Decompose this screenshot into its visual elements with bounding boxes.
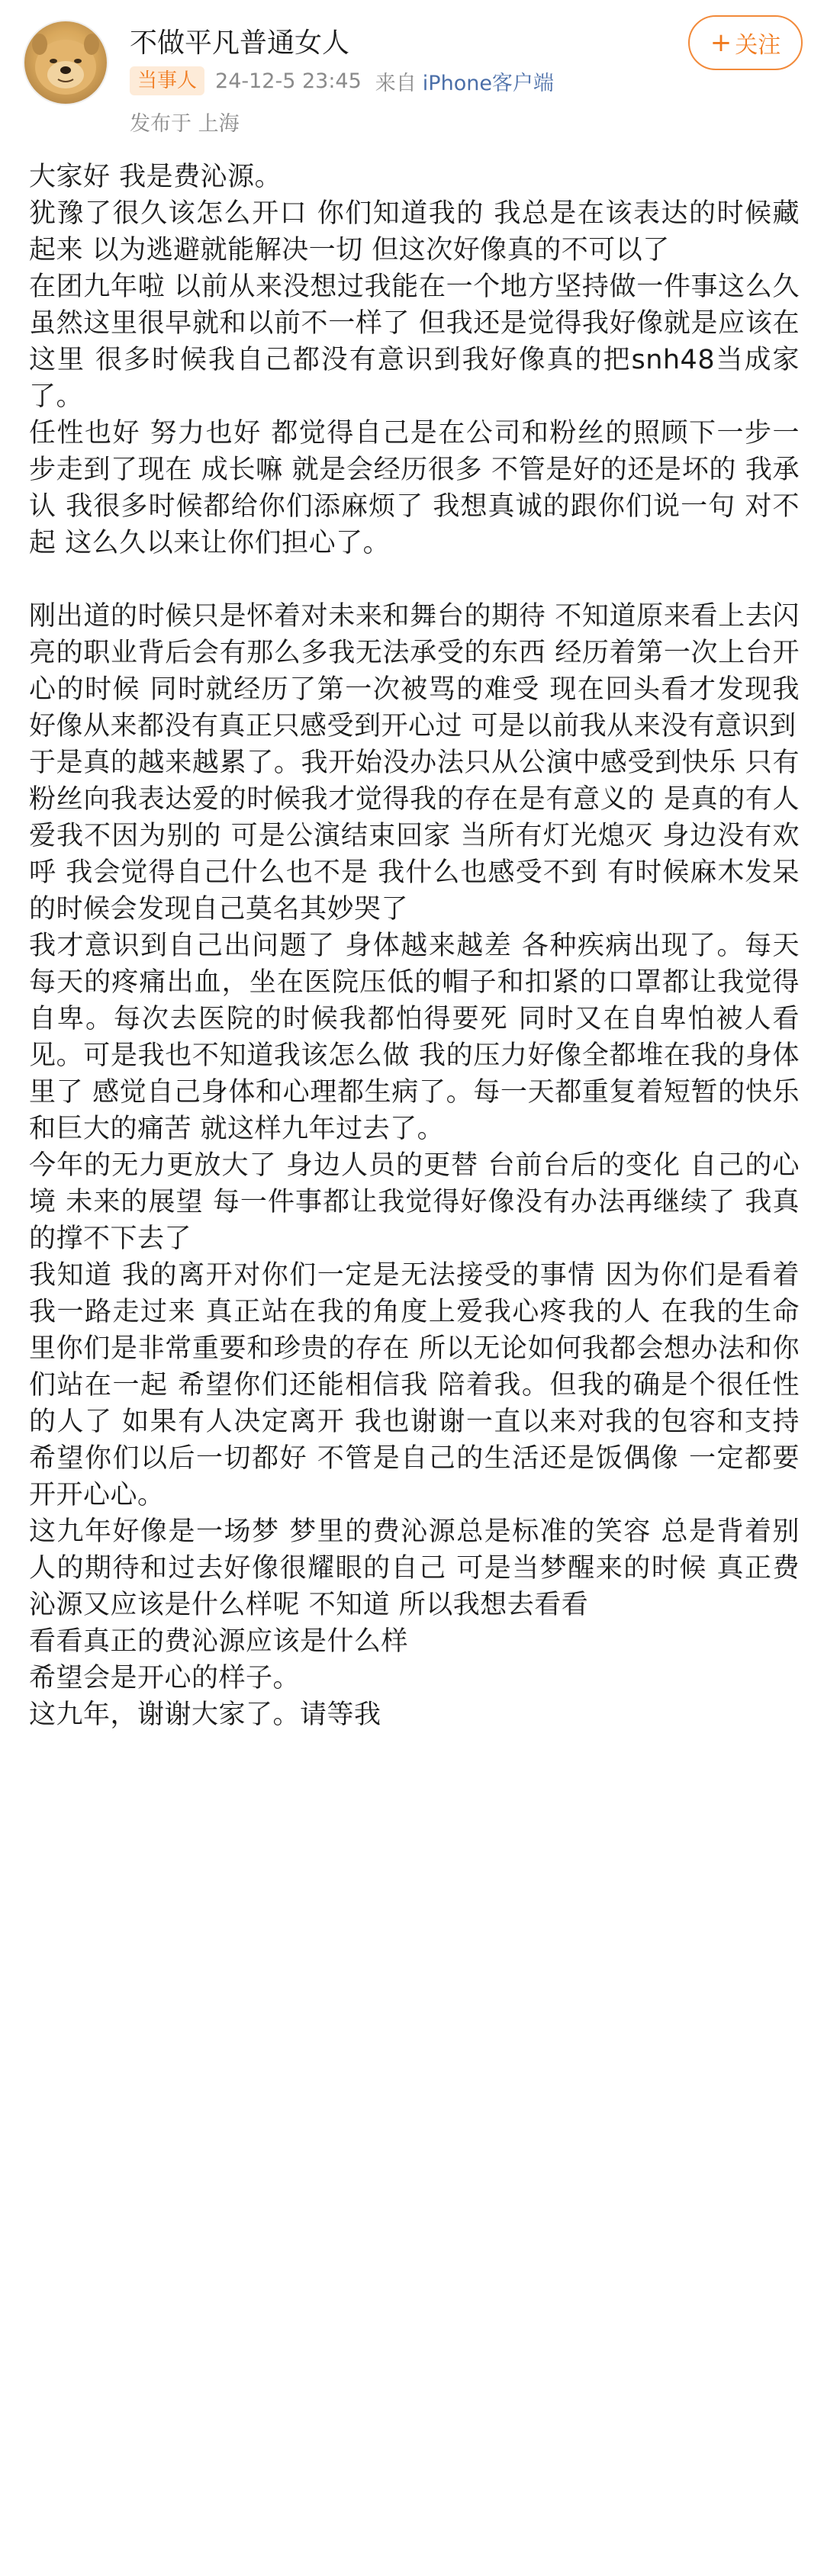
post-body bbox=[29, 159, 800, 1733]
post-paragraph: 于是真的越来越累了。我开始没办法只从公演中感受到快乐 只有粉丝向我表达爱的时候我才觉得我的存在是有意义的 是真的有人爱我不因为别的 可是公演结束回家 当所有灯光熄灭 身边没有欢呼 我会觉得自己什么也不是 我什么也感受不到 有时候麻木发呆的时候会发现自己莫名其妙哭了 bbox=[29, 748, 800, 925]
plus-icon: + bbox=[710, 27, 732, 58]
post-paragraph: 我才意识到自己出问题了 身体越来越差 各种疾病出现了。每天每天的疼痛出血，坐在医院压低的帽子和扣紧的口罩都让我觉得自卑。每次去医院的时候我都怕得要死 同时又在自卑怕被人看见。可是我也不知道我该怎么做 我的压力好像全都堆在我的身体里了 感觉自己身体和心理都生病了。每一天都重复着短暂的快乐和巨大的痛苦 就这样九年过去了。 bbox=[29, 931, 800, 1144]
post-paragraph: 我知道 我的离开对你们一定是无法接受的事情 因为你们是看着我一路走过来 真正站在我的角度上爱我心疼我的人 在我的生命里你们是非常重要和珍贵的存在 所以无论如何我都会想办法和你们站在一起 希望你们还能相信我 陪着我。但我的确是个很任性的人了 如果有人决定离开 我也谢谢一直以来对我的包容和支持 希望你们以后一切都好 不管是自己的生活还是饭偶像 一定都要开开心心。 bbox=[29, 1260, 800, 1510]
post-time: 24-12-5 23:45 bbox=[215, 69, 362, 93]
status-badge: 当事人 bbox=[130, 66, 204, 95]
avatar[interactable] bbox=[24, 21, 107, 104]
post-paragraph: 这九年好像是一场梦 梦里的费沁源总是标准的笑容 总是背着别人的期待和过去好像很耀眼的自己 可是当梦醒来的时候 真正费沁源又应该是什么样呢 不知道 所以我想去看看 bbox=[29, 1516, 800, 1620]
post-paragraph: 这九年，谢谢大家了。请等我 bbox=[29, 1700, 381, 1730]
post-paragraph: 犹豫了很久该怎么开口 你们知道我的 我总是在该表达的时候藏起来 以为逃避就能解决一切 但这次好像真的不可以了 bbox=[29, 198, 800, 265]
post-paragraph: 希望会是开心的样子。 bbox=[29, 1663, 301, 1693]
post-header bbox=[0, 0, 824, 153]
post-meta bbox=[130, 66, 554, 96]
follow-label: 关注 bbox=[735, 32, 781, 59]
avatar-doge-icon bbox=[24, 21, 107, 104]
post-location: 发布于 上海 bbox=[130, 112, 240, 136]
post-paragraph: 大家好 我是费沁源。 bbox=[29, 162, 282, 192]
blank-line bbox=[29, 561, 800, 598]
username[interactable]: 不做平凡普通女人 bbox=[130, 27, 350, 59]
follow-button[interactable] bbox=[688, 15, 803, 70]
post-paragraph: 今年的无力更放大了 身边人员的更替 台前台后的变化 自己的心境 未来的展望 每一件事都让我觉得好像没有办法再继续了 我真的撑不下去了 bbox=[29, 1150, 800, 1254]
source-link[interactable]: iPhone客户端 bbox=[422, 71, 554, 95]
post-paragraph: 任性也好 努力也好 都觉得自己是在公司和粉丝的照顾下一步一步走到了现在 成长嘛 就是会经历很多 不管是好的还是坏的 我承认 我很多时候都给你们添麻烦了 我想真诚的跟你们说一句 对不起 这么久以来让你们担心了。 bbox=[29, 418, 800, 558]
post-paragraph: 看看真正的费沁源应该是什么样 bbox=[29, 1626, 409, 1657]
post-paragraph: 刚出道的时候只是怀着对未来和舞台的期待 不知道原来看上去闪亮的职业背后会有那么多我无法承受的东西 经历着第一次上台开心的时候 同时就经历了第一次被骂的难受 现在回头看才发现我好像从来都没有真正只感受到开心过 可是以前我从来没有意识到 bbox=[29, 601, 800, 741]
post-paragraph: 在团九年啦 以前从来没想过我能在一个地方坚持做一件事这么久 虽然这里很早就和以前不一样了 但我还是觉得我好像就是应该在这里 很多时候我自己都没有意识到我好像真的把snh48当成家了。 bbox=[29, 272, 800, 412]
source-prefix: 来自 bbox=[375, 71, 417, 95]
